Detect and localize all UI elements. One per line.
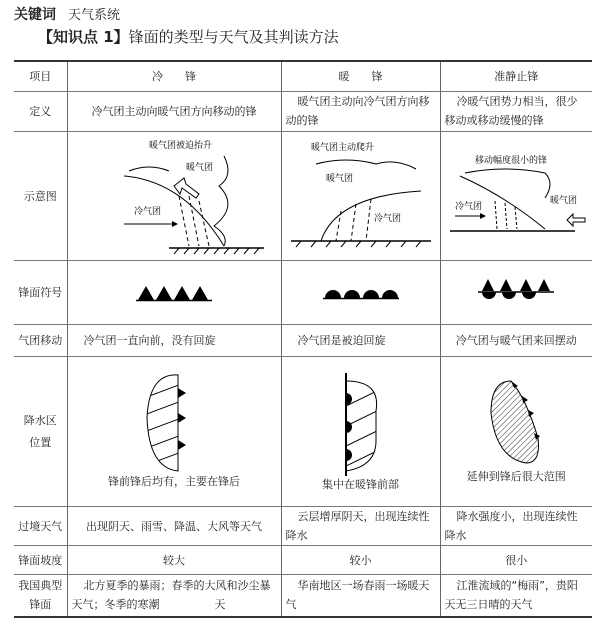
triangle-icon xyxy=(138,286,208,300)
cell: 出现阴天、雨雪、降温、大风等天气 xyxy=(67,506,281,545)
stationary-front-symbol xyxy=(440,260,592,324)
row-label: 定义 xyxy=(14,91,67,131)
diagram-label: 暖气团主动爬升 xyxy=(310,142,374,153)
precip-caption: 锋前锋后均有，主要在锋后 xyxy=(108,475,240,488)
stationary-front-diagram xyxy=(440,131,592,260)
cell: 云层增厚阴天，出现连续性降水 xyxy=(281,506,440,545)
row-label-line: 降水区 xyxy=(23,414,57,427)
header-item: 项目 xyxy=(14,61,67,91)
diagram-label: 暖气团被迫抬升 xyxy=(149,140,213,151)
cold-front-diagram xyxy=(67,131,281,260)
keyword-line xyxy=(14,4,120,24)
row-label: 气团移动 xyxy=(14,324,67,356)
table-row xyxy=(14,260,592,324)
warm-front-symbol xyxy=(281,260,440,324)
warm-front-diagram xyxy=(281,131,440,260)
section-tag: 【知识点 1】 xyxy=(38,28,129,46)
diagram-label: 冷气团 xyxy=(134,206,162,217)
row-label: 锋面坡度 xyxy=(14,545,67,574)
header-cold-front: 冷 锋 xyxy=(67,61,281,91)
cell: 华南地区一场春雨一场暖天气 xyxy=(281,574,440,617)
table-row xyxy=(14,91,592,131)
cell: 较小 xyxy=(281,545,440,574)
diagram-label: 暖气团 xyxy=(549,195,577,206)
cell: 江淮流域的“梅雨”，贵阳天无三日晴的天气 xyxy=(440,574,592,617)
precip-caption: 延伸到锋后很大范围 xyxy=(466,470,566,483)
header-stationary-front: 准静止锋 xyxy=(440,61,592,91)
stationary-front-precip xyxy=(440,356,592,506)
precip-caption: 集中在暖锋前部 xyxy=(322,477,399,491)
cell: 冷气团主动向暖气团方向移动的锋 xyxy=(67,91,281,131)
diagram-label: 移动幅度很小的锋 xyxy=(474,155,547,166)
section-title xyxy=(38,26,339,47)
keyword-label: 关键词 xyxy=(14,7,56,23)
row-label: 示意图 xyxy=(14,131,67,260)
cell: 暖气团主动向冷气团方向移动的锋 xyxy=(281,91,440,131)
diagram-label: 冷气团 xyxy=(373,213,401,224)
cell: 冷暖气团势力相当，很少移动或移动缓慢的锋 xyxy=(440,91,592,131)
diagram-label: 冷气团 xyxy=(454,201,482,212)
row-label: 锋面符号 xyxy=(14,260,67,324)
cell: 很小 xyxy=(440,545,592,574)
cell: 冷气团是被迫回旋 xyxy=(281,324,440,356)
table-row xyxy=(14,324,592,356)
row-label-line: 我国典型 xyxy=(18,579,63,593)
cold-front-precip xyxy=(67,356,281,506)
section-heading: 锋面的类型与天气及其判读方法 xyxy=(128,28,339,46)
diagram-label: 暖气团 xyxy=(186,162,214,173)
front-types-table xyxy=(14,60,592,618)
row-label-line: 锋面 xyxy=(29,598,52,612)
cell: 冷气团一直向前，没有回旋 xyxy=(67,324,281,356)
table-row xyxy=(14,131,592,260)
row-label-line: 位置 xyxy=(29,436,52,449)
row-label xyxy=(14,574,67,617)
cell: 北方夏季的暴雨；春季的大风和沙尘暴天气；冬季的寒潮 天 xyxy=(67,574,281,617)
table-row xyxy=(14,506,592,545)
header-warm-front: 暖 锋 xyxy=(281,61,440,91)
cold-front-symbol xyxy=(67,260,281,324)
table-row xyxy=(14,356,592,506)
diagram-label: 暖气团 xyxy=(325,173,353,184)
table-header-row xyxy=(14,61,592,91)
row-label xyxy=(14,356,67,506)
cell: 较大 xyxy=(67,545,281,574)
cell: 降水强度小，出现连续性降水 xyxy=(440,506,592,545)
warm-front-precip xyxy=(281,356,440,506)
row-label: 过境天气 xyxy=(14,506,67,545)
keyword-value: 天气系统 xyxy=(68,8,121,23)
table-row xyxy=(14,545,592,574)
table-row xyxy=(14,574,592,617)
cell: 冷气团与暖气团来回摆动 xyxy=(440,324,592,356)
